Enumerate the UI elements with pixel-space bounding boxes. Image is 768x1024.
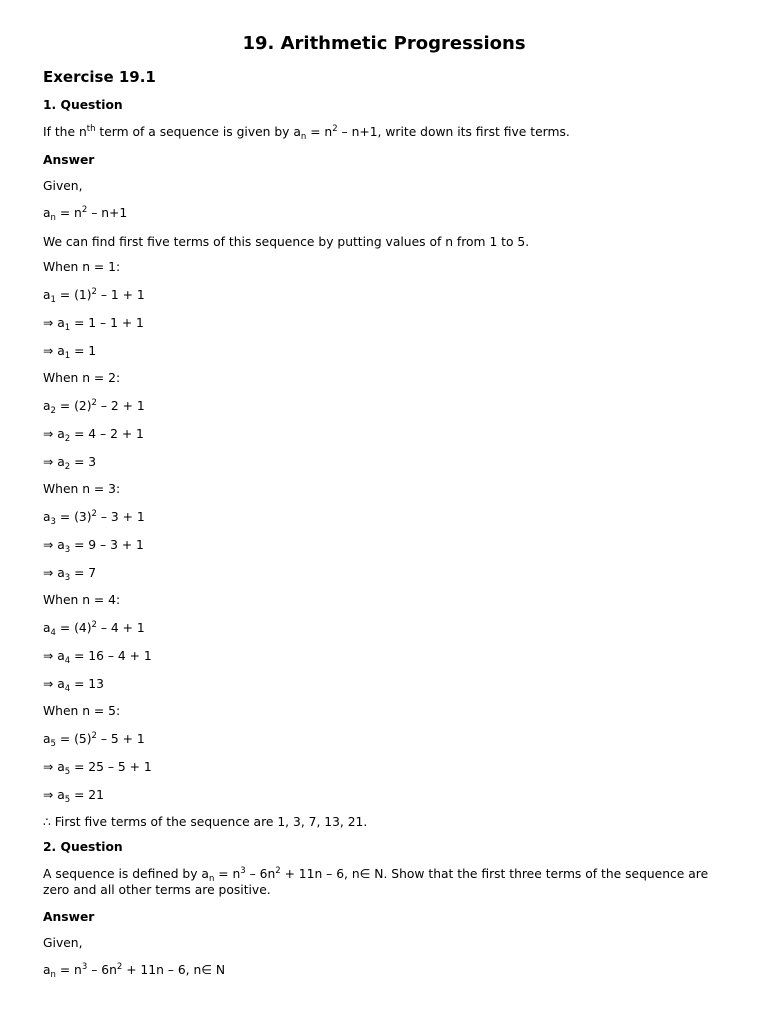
answer-1-label: Answer — [43, 153, 95, 167]
given-label: Given, — [43, 179, 83, 193]
method-text: We can find first five terms of this sequence by putting values of n from 1 to 5. — [43, 235, 530, 249]
question-2-heading: 2. Question — [43, 840, 123, 854]
chapter-title: 19. Arithmetic Progressions — [242, 33, 526, 54]
step-line-3: ⇒ $a_3 = 7$ — [43, 566, 97, 583]
answer-2-label: Answer — [43, 910, 95, 924]
step-line-2: ⇒ $a_5 = 25 - 5 + 1$ — [43, 760, 152, 777]
question-1-text: If the $n^{th}$ term of a sequence is given by $a_n = n^2 - n+1$, write down its first five terms. — [43, 124, 570, 142]
step-line-3: ⇒ $a_2 = 3$ — [43, 455, 97, 472]
step-line-1: $a_4 = (4)^2 - 4 + 1$ — [43, 620, 145, 638]
question-1-heading: 1. Question — [43, 98, 123, 112]
step-when: When n = 1: — [43, 260, 121, 274]
step-line-2: ⇒ $a_4 = 16 - 4 + 1$ — [43, 649, 152, 666]
step-when: When n = 2: — [43, 371, 121, 385]
step-line-3: ⇒ $a_4 = 13$ — [43, 677, 104, 694]
given-label-2: Given, — [43, 936, 83, 950]
step-line-2: ⇒ $a_3 = 9 - 3 + 1$ — [43, 538, 144, 555]
conclusion-text: ∴ First five terms of the sequence are 1, 3, 7, 13, 21. — [43, 815, 368, 829]
step-line-1: $a_5 = (5)^2 - 5 + 1$ — [43, 731, 145, 749]
step-when: When n = 4: — [43, 593, 121, 607]
step-line-3: ⇒ $a_5 = 21$ — [43, 788, 104, 805]
formula-line-2: $a_n = n^3 - 6n^2 + 11n - 6$, n∈ N — [43, 962, 226, 980]
step-line-3: ⇒ $a_1 = 1$ — [43, 344, 97, 361]
step-when: When n = 3: — [43, 482, 121, 496]
step-when: When n = 5: — [43, 704, 121, 718]
step-line-2: ⇒ $a_2 = 4 - 2 + 1$ — [43, 427, 144, 444]
step-line-2: ⇒ $a_1 = 1 - 1 + 1$ — [43, 316, 144, 333]
formula-line: $a_n = n^2 - n+1$ — [43, 205, 128, 223]
step-line-1: $a_1 = (1)^2 - 1 + 1$ — [43, 287, 145, 305]
step-line-1: $a_2 = (2)^2 - 2 + 1$ — [43, 398, 145, 416]
question-2-text: A sequence is defined by $a_n = n^3 - 6n^2 + 11n - 6$, n∈ N. Show that the first three terms of the sequence are zero and all other terms are positive. — [43, 866, 709, 897]
step-line-1: $a_3 = (3)^2 - 3 + 1$ — [43, 509, 145, 527]
exercise-heading: Exercise 19.1 — [43, 68, 156, 86]
